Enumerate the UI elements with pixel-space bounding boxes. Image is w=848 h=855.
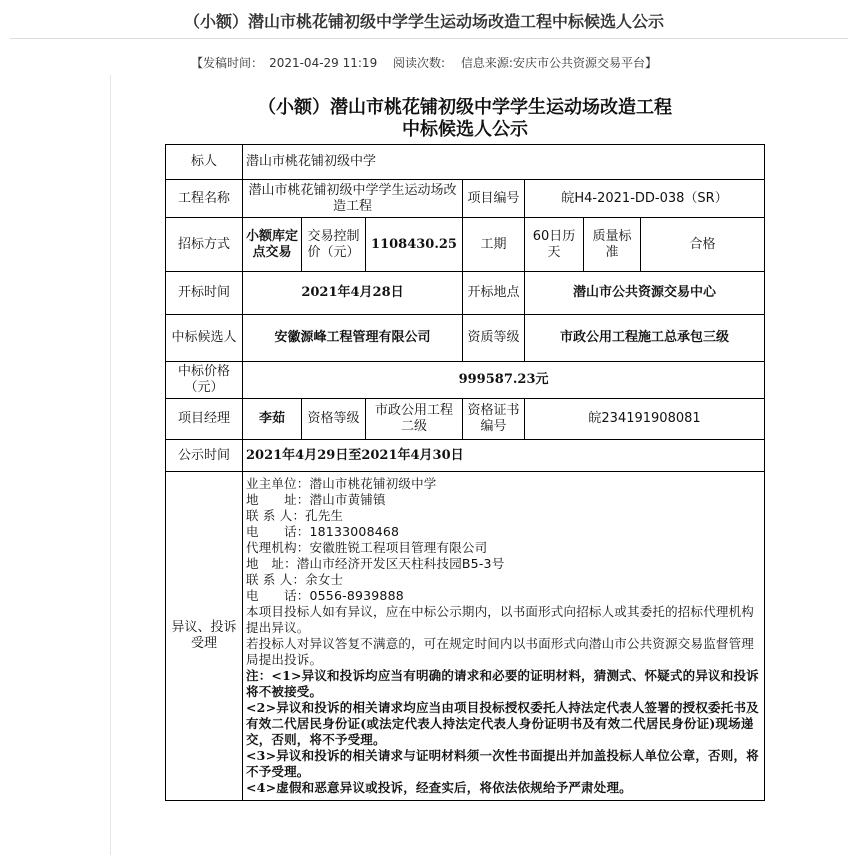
owner-address-line: 地 址：潜山市黄铺镇: [246, 492, 386, 507]
open-time-label: 开标时间: [166, 272, 243, 315]
page-title: （小额）潜山市桃花铺初级中学学生运动场改造工程中标候选人公示: [183, 12, 664, 31]
objection-label: 异议、投诉受理: [166, 472, 243, 801]
open-place-label: 开标地点: [463, 272, 525, 315]
tenderer-label: 标人: [166, 145, 243, 180]
manager-level-value: 市政公用工程二级: [366, 399, 463, 440]
publish-label: 【发稿时间：: [191, 56, 264, 70]
note-4: <4>虚假和恶意异议或投诉，经查实后，将依法依规给予严肃处理。: [246, 780, 632, 795]
price-value: 999587.23元: [243, 362, 765, 399]
article-meta: [0, 54, 848, 71]
document-title-line2: 中标候选人公示: [402, 119, 528, 140]
candidate-label: 中标候选人: [166, 315, 243, 362]
title-divider: [10, 38, 848, 39]
control-price-value: 1108430.25: [366, 218, 463, 272]
table-row: [166, 315, 765, 362]
objection-text: 本项目投标人如有异议，应在中标公示期内，以书面形式向招标人或其委托的招标代理机构提出异议。: [246, 604, 755, 635]
agency-line: 代理机构：安徽胜锐工程项目管理有限公司: [246, 540, 488, 555]
owner-contact-line: 联 系 人：孔先生: [246, 508, 344, 523]
publicity-value: 2021年4月29日至2021年4月30日: [243, 440, 765, 472]
quality-value: 合格: [641, 218, 765, 272]
table-row: [166, 218, 765, 272]
table-row: [166, 440, 765, 472]
agency-address-line: 地 址：潜山市经济开发区天柱科技园B5-3号: [246, 556, 505, 571]
open-time-value: 2021年4月28日: [243, 272, 463, 315]
agency-phone-line: 电 话：0556-8939888: [246, 588, 404, 603]
owner-line: 业主单位：潜山市桃花铺初级中学: [246, 476, 437, 491]
document-title: [165, 97, 765, 141]
period-value: 60日历天: [525, 218, 584, 272]
source-label: 信息来源:安庆市公共资源交易平台】: [460, 56, 657, 70]
manager-label: 项目经理: [166, 399, 243, 440]
complaint-text: 若投标人对异议答复不满意的，可在规定时间内以书面形式向潜山市公共资源交易监督管理局提出投诉。: [246, 636, 755, 667]
note-3: <3>异议和投诉的相关请求与证明材料须一次性书面提出并加盖投标人单位公章，否则，将不予受理。: [246, 748, 759, 779]
table-row: [166, 145, 765, 180]
project-name-label: 工程名称: [166, 180, 243, 218]
objection-content: [243, 472, 765, 801]
table-row: [166, 180, 765, 218]
project-no-value: 皖H4-2021-DD-038（SR）: [525, 180, 765, 218]
method-value: 小额库定点交易: [243, 218, 302, 272]
tenderer-value: 潜山市桃花铺初级中学: [243, 145, 765, 180]
table-row: [166, 362, 765, 399]
table-row: [166, 399, 765, 440]
publish-time: 2021-04-29 11:19: [269, 56, 378, 70]
quality-label: 质量标准: [584, 218, 641, 272]
control-price-label: 交易控制价（元）: [302, 218, 366, 272]
manager-level-label: 资格等级: [302, 399, 366, 440]
owner-phone-line: 电 话：18133008468: [246, 524, 400, 539]
project-no-label: 项目编号: [463, 180, 525, 218]
period-label: 工期: [463, 218, 525, 272]
agency-contact-line: 联 系 人：余女士: [246, 572, 344, 587]
qualification-label: 资质等级: [463, 315, 525, 362]
cert-no-label: 资格证书编号: [463, 399, 525, 440]
method-label: 招标方式: [166, 218, 243, 272]
cert-no-value: 皖234191908081: [525, 399, 765, 440]
note-2: <2>异议和投诉的相关请求均应当由项目投标授权委托人持法定代表人签署的授权委托书及有效二代居民身份证(或法定代表人持法定代表人身份证明书及有效二代居民身份证)现场递交，否则，将不予受理。: [246, 700, 759, 747]
publicity-label: 公示时间: [166, 440, 243, 472]
notice-table: [165, 144, 765, 801]
document-title-line1: （小额）潜山市桃花铺初级中学学生运动场改造工程: [258, 97, 672, 118]
candidate-value: 安徽源峰工程管理有限公司: [243, 315, 463, 362]
table-row: [166, 472, 765, 801]
views-label: 阅读次数:: [393, 56, 446, 70]
note-1: 注：<1>异议和投诉均应当有明确的请求和必要的证明材料，猜测式、怀疑式的异议和投诉将不被接受。: [246, 668, 759, 699]
project-name-value: 潜山市桃花铺初级中学学生运动场改造工程: [243, 180, 463, 218]
open-place-value: 潜山市公共资源交易中心: [525, 272, 765, 315]
price-label: 中标价格（元）: [166, 362, 243, 399]
manager-value: 李茹: [243, 399, 302, 440]
qualification-value: 市政公用工程施工总承包三级: [525, 315, 765, 362]
table-row: [166, 272, 765, 315]
